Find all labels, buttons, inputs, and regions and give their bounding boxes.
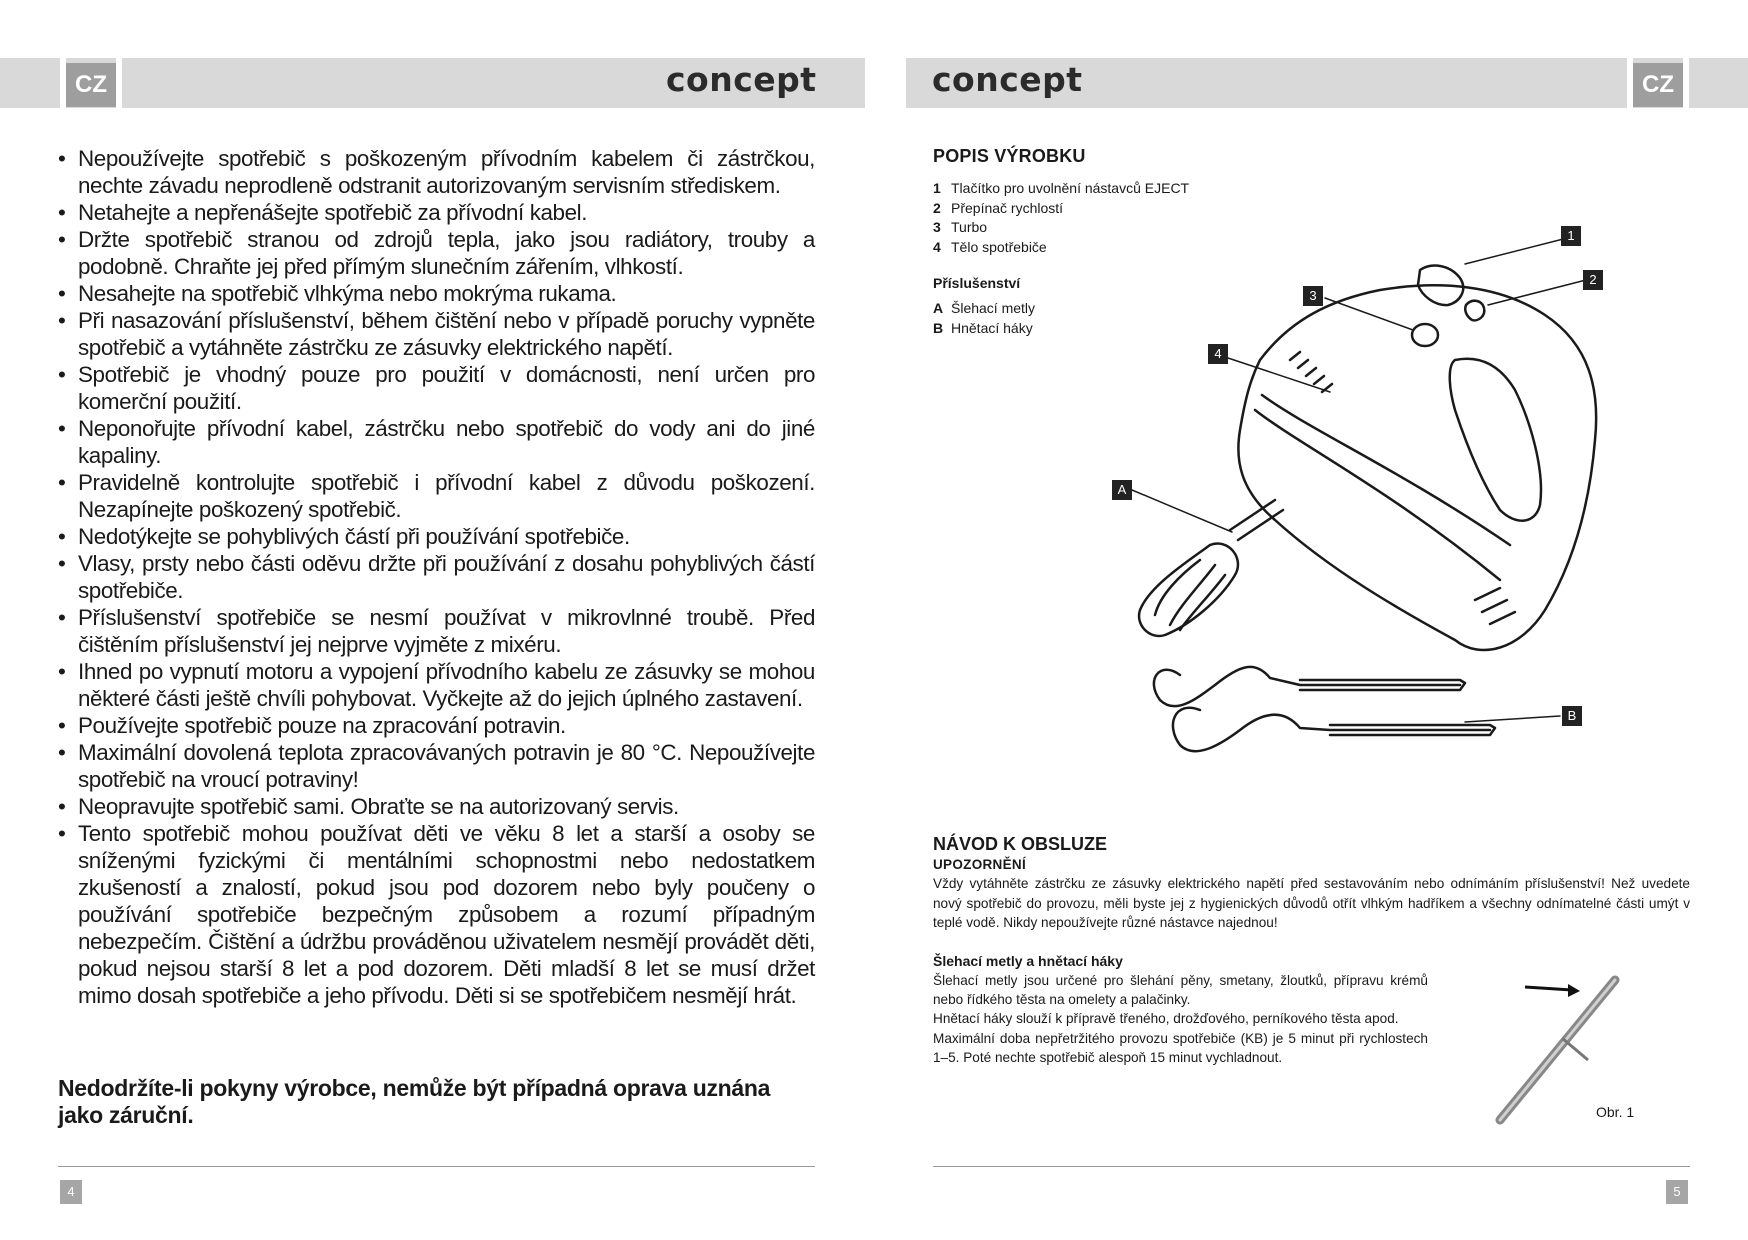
handle-opening [1450,359,1541,521]
accessory-letter: A [933,300,944,316]
accessory-letter: B [933,319,944,336]
list-item: • Nepoužívejte spotřebič s poškozeným přívodním kabelem či zástrčkou, nechte závadu neprodleně odstranit autorizovaným servisním střediskem. [58,145,815,199]
part-label: Turbo [951,219,988,235]
accessory-label: Šlehací metly [951,300,1036,316]
band-separator [1683,58,1689,108]
language-badge-right: CZ [1633,63,1683,107]
beaters-text [933,971,1428,1067]
part-number: 1 [933,180,941,196]
list-item: • Spotřebič je vhodný pouze pro použití v domácnosti, není určen pro komerční použití. [58,361,815,415]
list-item: • Držte spotřebič stranou od zdrojů tepla, jako jsou radiátory, trouby a podobně. Chraňte jej před přímým slunečním zářením, vlhkostí. [58,226,815,280]
list-item: • Netahejte a nepřenášejte spotřebič za přívodní kabel. [58,199,815,226]
list-item: • Při nasazování příslušenství, během čištění nebo v případě poruchy vypněte spotřebič a vytáhněte zástrčku ze zásuvky elektrického napětí. [58,307,815,361]
list-item: • Nesahejte na spotřebič vlhkýma nebo mokrýma rukama. [58,280,815,307]
callout-2: 2 [1583,270,1603,290]
dough-hook-lower [1173,708,1490,751]
list-item: • Maximální dovolená teplota zpracovávaných potravin je 80 °C. Nepoužívejte spotřebič na vroucí potraviny! [58,739,815,793]
list-item [933,319,1035,339]
part-number: 3 [933,219,941,235]
leader-line [1225,357,1330,392]
list-item: • Vlasy, prsty nebo části oděvu držte při používání z dosahu pohyblivých částí spotřebiče. [58,550,815,604]
leader-line [1132,490,1232,532]
vent-slots [1475,588,1515,624]
list-item: • Neponořujte přívodní kabel, zástrčku nebo spotřebič do vody ani do jiné kapaliny. [58,415,815,469]
list-item: • Ihned po vypnutí motoru a vypojení přívodního kabelu ze zásuvky se mohou některé části ještě chvíli pohybovat. Vyčkejte až do jejich úplného zastavení. [58,658,815,712]
callout-B: B [1562,706,1582,726]
leader-line [1465,716,1560,722]
beater-shaft-highlight [1500,980,1615,1120]
list-item [933,179,1189,199]
arrow-line [1525,987,1572,990]
list-item: • Příslušenství spotřebiče se nesmí používat v mikrovlnné troubě. Před čištěním příslušenství jej nejprve vyjměte z mixéru. [58,604,815,658]
footer-divider-right [933,1166,1690,1167]
footer-divider-left [58,1166,815,1167]
page-number-right: 5 [1666,1180,1688,1204]
beater-collar [1562,1038,1588,1060]
whisk-head [1139,544,1238,636]
callout-1: 1 [1561,226,1581,246]
part-label: Přepínač rychlostí [951,199,1064,216]
dough-hook-upper [1154,667,1460,706]
page-number-left: 4 [60,1180,82,1204]
arrow-icon [1568,984,1580,997]
leader-line [1325,298,1413,330]
callout-4: 4 [1208,344,1228,364]
mixer-body [1238,285,1596,650]
list-item: • Tento spotřebič mohou používat děti ve věku 8 let a starší a osoby se sníženými fyzickými či mentálními schopnostmi nebo nedostatkem zkušeností a znalostí, pokud jsou pod dozorem nebo byly poučeny o používání spotřebiče bezpečným způsobem a rozumí případným nebezpečím. Čištění a údržbu prováděnou uživatelem nesmějí provádět děti, pokud nejsou starší 8 let a pod dozorem. Děti mladší 8 let se musí držet mimo dosah spotřebiče a jeho přívodu. Děti si se spotřebičem nesmějí hrát. [58,820,815,1009]
hand-mixer-illustration [1100,220,1620,765]
list-item [933,199,1189,219]
callout-3: 3 [1303,286,1323,306]
brand-logo-right: concept [932,60,1083,99]
brand-logo-left: concept [666,60,817,99]
part-label: Tlačítko pro uvolnění nástavců EJECT [951,180,1190,196]
part-number: 4 [933,238,941,255]
beaters-paragraph: Maximální doba nepřetržitého provozu spotřebiče (KB) je 5 minut při rychlostech 1–5. Poté nechte spotřebič alespoň 15 minut vychladnout. [933,1030,1428,1065]
manual-title: NÁVOD K OBSLUZE [933,834,1108,854]
accessories-list [933,299,1035,338]
leader-line [1465,236,1575,264]
attention-title: UPOZORNĚNÍ [933,857,1027,872]
accessories-title: Příslušenství [933,275,1021,291]
part-number: 2 [933,199,941,216]
beaters-title: Šlehací metly a hnětací háky [933,953,1123,969]
callout-A: A [1112,480,1132,500]
list-item: • Neopravujte spotřebič sami. Obraťte se na autorizovaný servis. [58,793,815,820]
part-label: Tělo spotřebiče [951,238,1047,255]
description-title: POPIS VÝROBKU [933,146,1086,166]
list-item: • Nedotýkejte se pohyblivých částí při používání spotřebiče. [58,523,815,550]
leader-line [1488,280,1586,305]
band-separator [116,58,122,108]
beaters-paragraph: Hnětací háky slouží k přípravě třeného, drožďového, perníkového těsta apod. [933,1011,1399,1027]
attention-text: Vždy vytáhněte zástrčku ze zásuvky elektrického napětí před sestavováním nebo odnímáním příslušenství! Než uvedete nový spotřebič do provozu, měli byste jej z hygienických důvodů otřít vlhkým hadříkem a všechny odnímatelné části umýt v teplé vodě. Nikdy nepoužívejte různé nástavce najednou! [933,876,1690,930]
safety-rules-list [58,145,815,1009]
list-item [933,299,1035,319]
beaters-paragraph: Šlehací metly jsou určené pro šlehání pěny, smetany, žloutků, přípravu krémů nebo řídkého těsta na omelety a palačinky. [933,973,1428,1008]
mixer-body-line [1262,395,1510,545]
language-badge-left: CZ [66,63,116,107]
accessory-label: Hnětací háky [951,319,1033,336]
figure-label: Obr. 1 [1596,1104,1635,1120]
turbo-button [1412,324,1438,346]
warranty-warning: Nedodržíte-li pokyny výrobce, nemůže být případná oprava uznána jako záruční. [58,1075,771,1128]
list-item: • Pravidelně kontrolujte spotřebič i přívodní kabel z důvodu poškození. Nezapínejte poškozený spotřebič. [58,469,815,523]
whisk-wires [1155,560,1225,630]
speed-switch [1465,301,1484,321]
list-item: • Používejte spotřebič pouze na zpracování potravin. [58,712,815,739]
